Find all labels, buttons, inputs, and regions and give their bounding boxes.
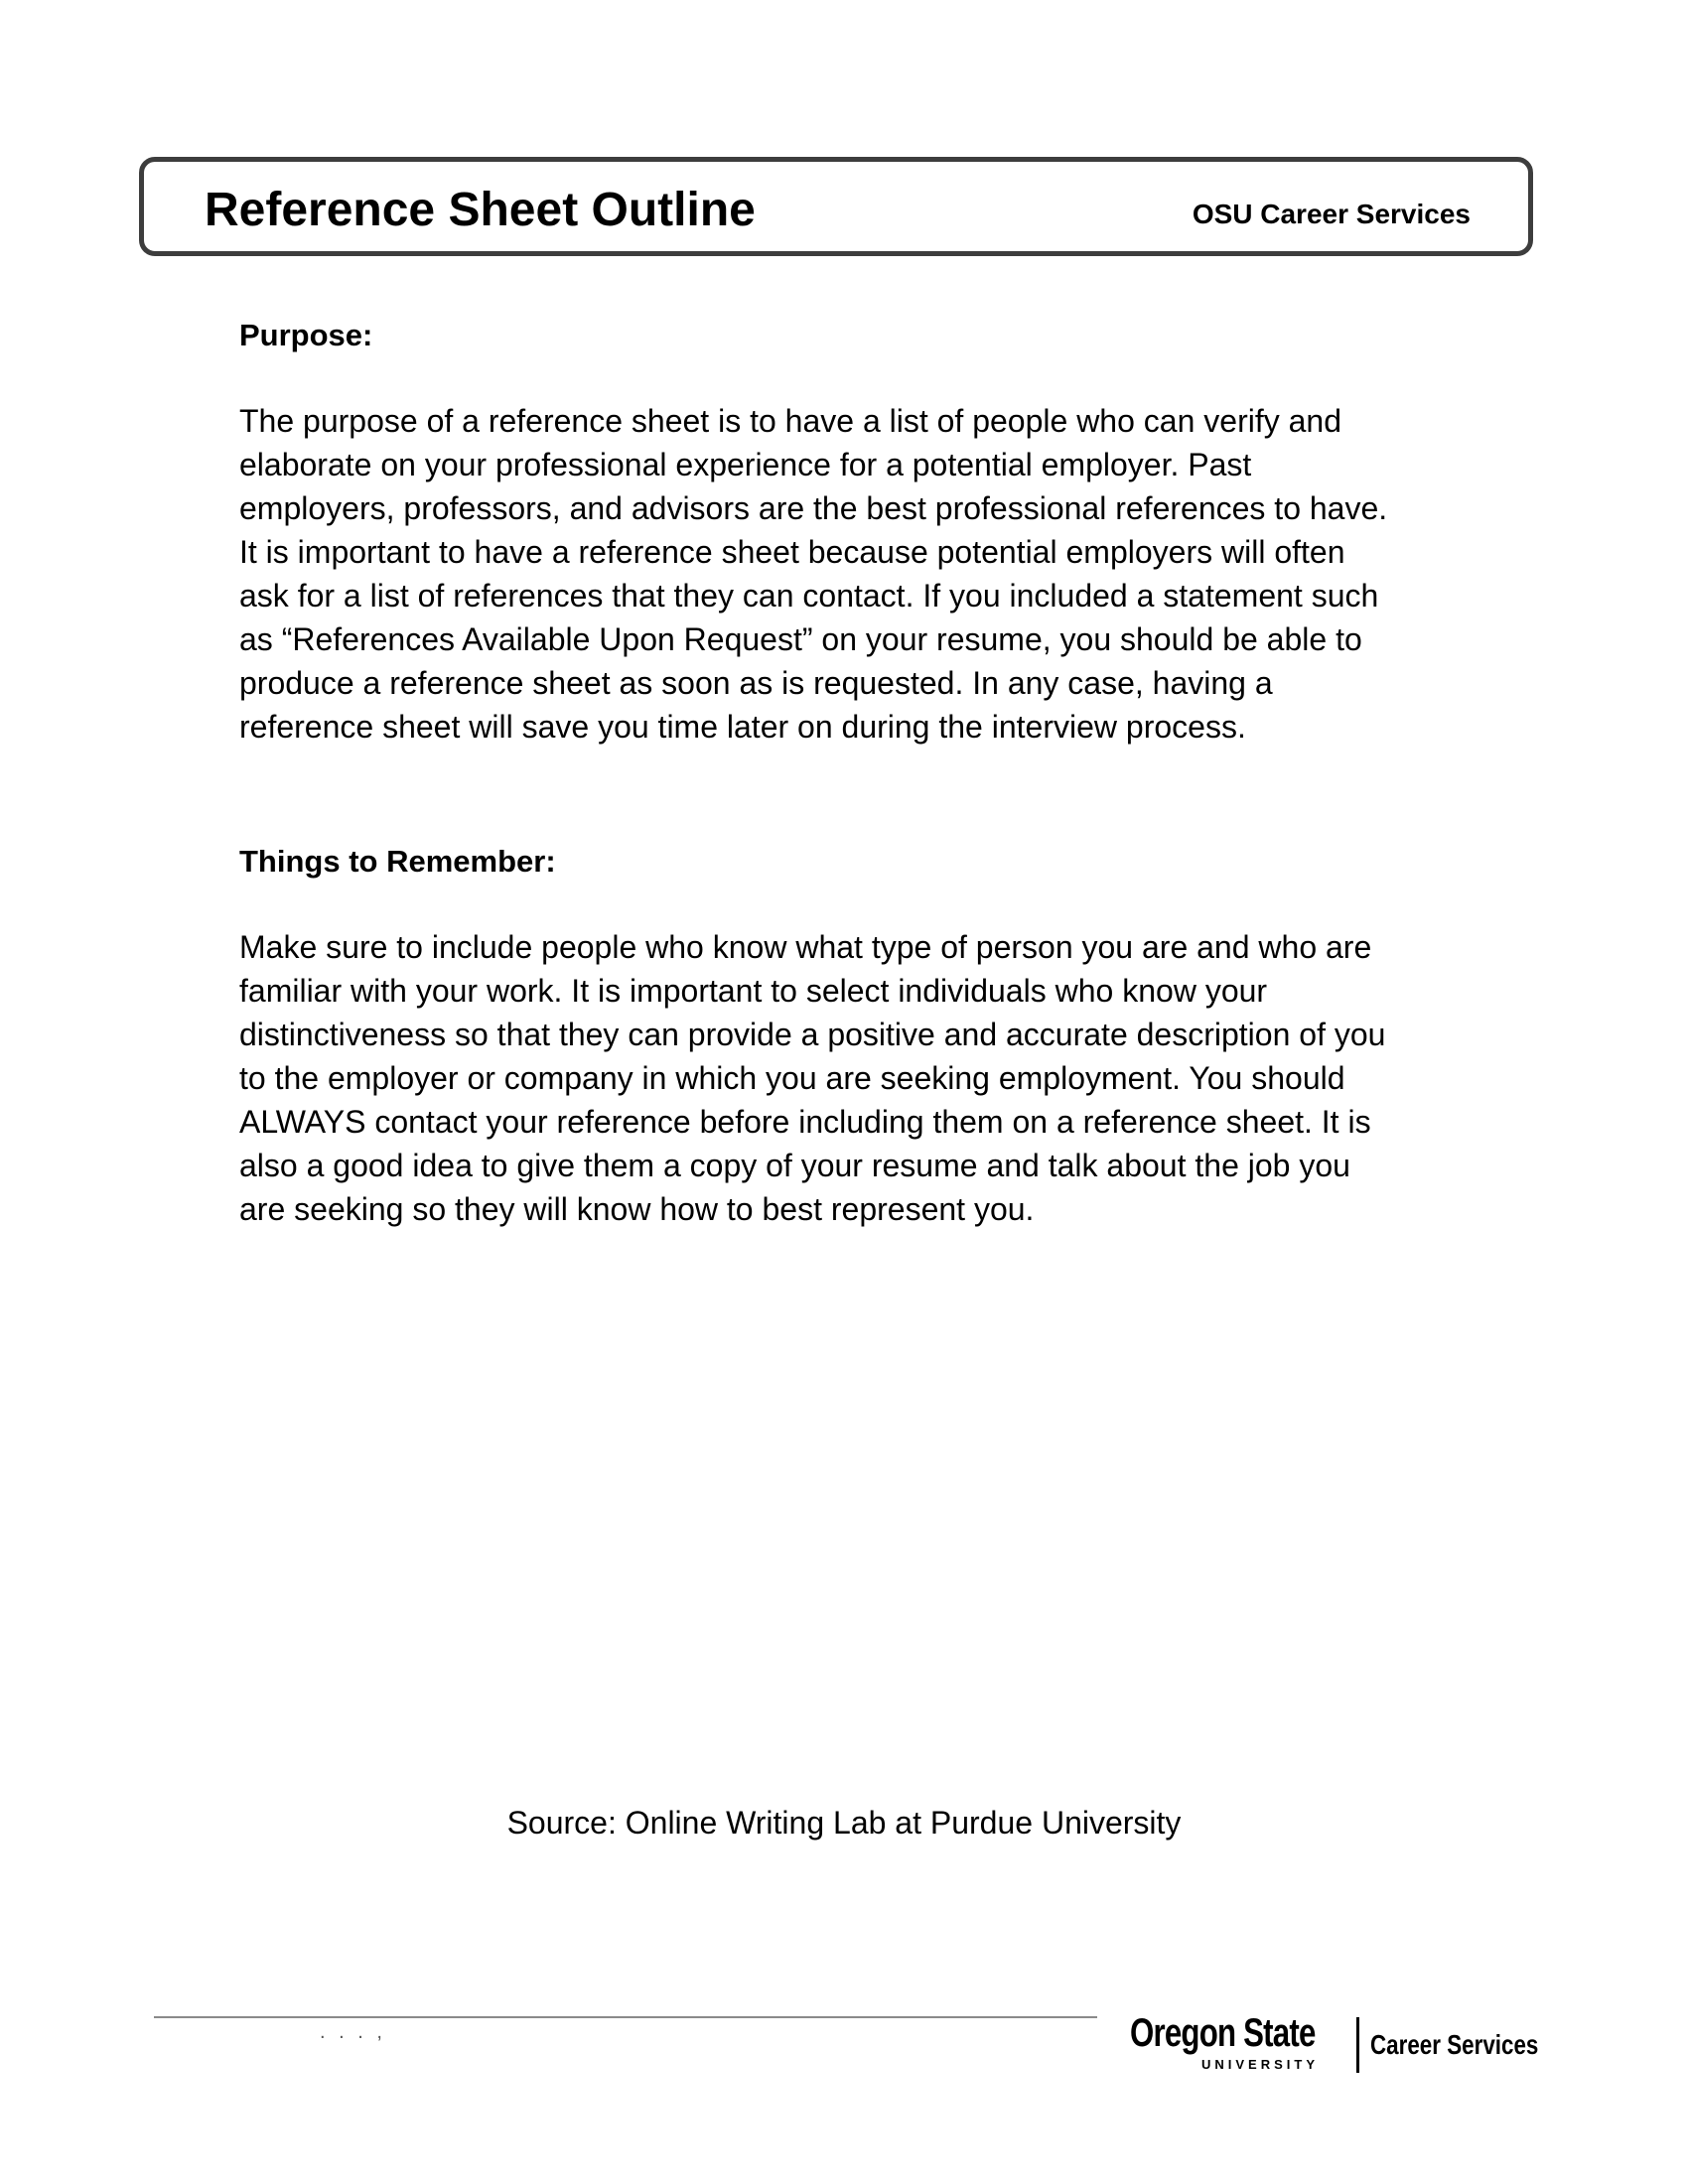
paragraph-line: reference sheet will save you time later on during the interview process. <box>239 709 1246 745</box>
paragraph-line: employers, professors, and advisors are the best professional references to have. <box>239 490 1388 526</box>
source-citation: Source: Online Writing Lab at Purdue University <box>506 1805 1182 1841</box>
paragraph-line: Make sure to include people who know what type of person you are and who are <box>239 929 1372 965</box>
paragraph-line: ask for a list of references that they can contact. If you included a statement such <box>239 578 1379 614</box>
footer-marks: . . . , <box>320 2021 386 2043</box>
paragraph-line: The purpose of a reference sheet is to have a list of people who can verify and <box>239 403 1341 439</box>
things-to-remember-paragraph <box>239 925 1461 1231</box>
things-to-remember-section <box>239 842 1461 1231</box>
purpose-paragraph <box>239 399 1461 749</box>
logo-subtitle: UNIVERSITY <box>1201 2057 1320 2072</box>
paragraph-line: It is important to have a reference sheet because potential employers will often <box>239 534 1345 570</box>
logo-wordmark: Oregon State <box>1130 2011 1316 2055</box>
paragraph-line: ALWAYS contact your reference before including them on a reference sheet. It is <box>239 1104 1371 1140</box>
title-box <box>139 157 1533 256</box>
page-title: Reference Sheet Outline <box>205 184 756 236</box>
purpose-section <box>239 316 1461 749</box>
paragraph-line: to the employer or company in which you are seeking employment. You should <box>239 1060 1345 1096</box>
logo-unit-name: Career Services <box>1370 2029 1539 2060</box>
osu-career-services-logo <box>1130 2011 1539 2077</box>
paragraph-line: distinctiveness so that they can provide a positive and accurate description of you <box>239 1017 1386 1052</box>
paragraph-line: familiar with your work. It is important to select individuals who know your <box>239 973 1268 1009</box>
paragraph-line: elaborate on your professional experience for a potential employer. Past <box>239 447 1252 482</box>
organization-name: OSU Career Services <box>1192 199 1471 229</box>
paragraph-line: as “References Available Upon Request” on your resume, you should be able to <box>239 621 1362 657</box>
footer-divider <box>154 2016 1097 2018</box>
logo-divider <box>1356 2017 1359 2073</box>
purpose-heading: Purpose: <box>239 318 373 352</box>
things-to-remember-heading: Things to Remember: <box>239 844 556 879</box>
paragraph-line: also a good idea to give them a copy of your resume and talk about the job you <box>239 1148 1350 1183</box>
paragraph-line: produce a reference sheet as soon as is requested. In any case, having a <box>239 665 1273 701</box>
paragraph-line: are seeking so they will know how to best represent you. <box>239 1191 1035 1227</box>
